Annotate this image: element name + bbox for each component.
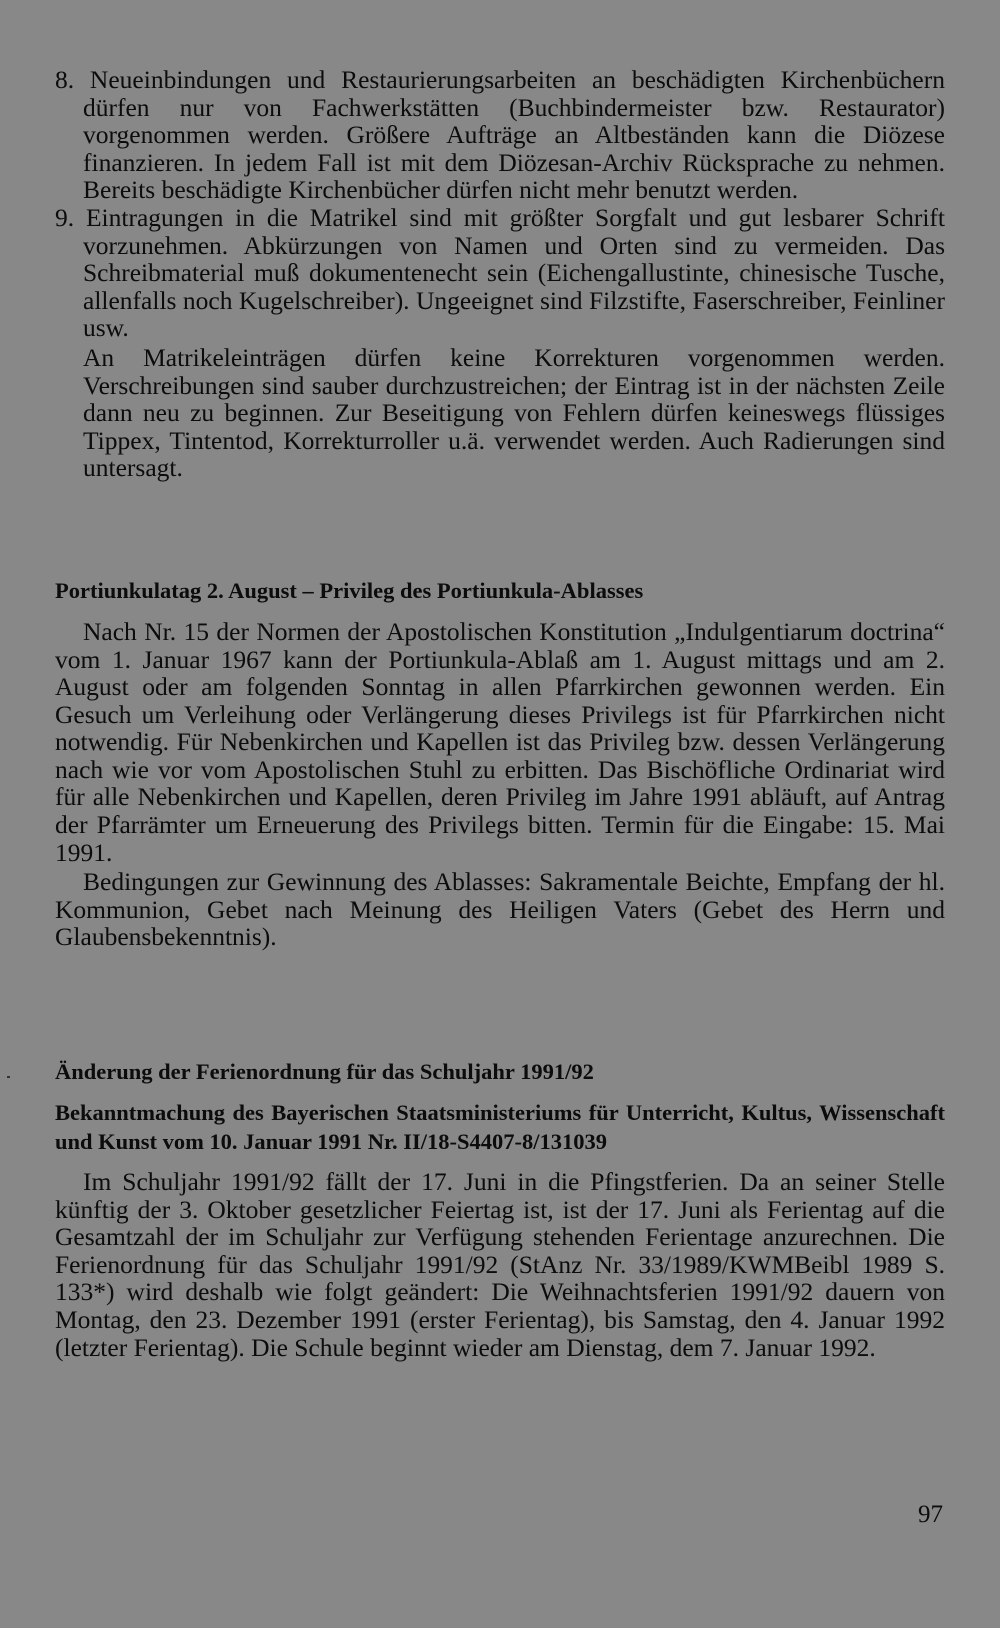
item-9-continuation-paragraph: An Matrikeleinträgen dürfen keine Korrekturen vorgenommen werden. Verschreibungen sind sauber durchzustreichen; der Eintrag ist in der nächsten Zeile dann neu zu beginnen. Zur Beseitigung von Fehlern dürfen keineswegs flüssiges Tippex, Tintentod, Korrekturroller u.ä. verwendet werden. Auch Radierungen sind untersagt.: [83, 342, 945, 483]
ferienordnung-heading: Änderung der Ferienordnung für das Schuljahr 1991/92: [55, 1059, 594, 1085]
scan-speck: [7, 1076, 10, 1078]
ferienordnung-subheading: Bekanntmachung des Bayerischen Staatsministeriums für Unterricht, Kultus, Wissenschaft und Kunst vom 10. Januar 1991 Nr. II/18-S4407-8/131039: [55, 1100, 945, 1154]
item-8-paragraph: 8. Neueinbindungen und Restaurierungsarbeiten an beschädigten Kirchenbüchern dürfen nur von Fachwerkstätten (Buchbindermeister bzw. Restaurator) vorgenommen werden. Größere Aufträge an Altbeständen kann die Diözese finanzieren. In jedem Fall ist mit dem Diözesan-Archiv Rücksprache zu nehmen. Bereits beschädigte Kirchenbücher dürfen nicht mehr benutzt werden.: [55, 65, 945, 205]
ferienordnung-paragraph: Im Schuljahr 1991/92 fällt der 17. Juni in die Pfingstferien. Da an seiner Stelle künftig der 3. Oktober gesetzlicher Feiertag ist, ist der 17. Juni als Ferientag auf die Gesamtzahl der im Schuljahr zur Verfügung stehenden Ferientage anzurechnen. Die Ferienordnung für das Schuljahr 1991/92 (StAnz Nr. 33/1989/KWMBeibl 1989 S. 133*) wird deshalb wie folgt geändert: Die Weihnachtsferien 1991/92 dauern von Montag, den 23. Dezember 1991 (erster Ferientag), bis Samstag, den 4. Januar 1992 (letzter Ferientag). Die Schule beginnt wieder am Dienstag, dem 7. Januar 1992.: [55, 1167, 945, 1362]
portiunkula-paragraph: Nach Nr. 15 der Normen der Apostolischen Konstitution „Indulgentiarum doctrina“ vom 1. Januar 1967 kann der Portiunkula-Ablaß am 1. August mittags und am 2. August oder am folgenden Sonntag in allen Pfarrkirchen gewonnen werden. Ein Gesuch um Verleihung oder Verlängerung dieses Privilegs ist für Pfarrkirchen nicht notwendig. Für Nebenkirchen und Kapellen ist das Privileg bzw. dessen Verlängerung nach wie vor vom Apostolischen Stuhl zu erbitten. Das Bischöfliche Ordinariat wird für alle Nebenkirchen und Kapellen, deren Privileg im Jahre 1991 abläuft, auf Antrag der Pfarrämter um Erneuerung des Privilegs bitten. Termin für die Eingabe: 15. Mai 1991.: [55, 616, 945, 867]
page-number: 97: [918, 1501, 943, 1528]
portiunkula-conditions-paragraph: Bedingungen zur Gewinnung des Ablasses: Sakramentale Beichte, Empfang der hl. Kommunion, Gebet nach Meinung des Heiligen Vaters (Gebet des Herrn und Glaubensbekenntnis).: [55, 867, 945, 952]
item-9-paragraph: 9. Eintragungen in die Matrikel sind mit größter Sorgfalt und gut lesbarer Schrift vorzunehmen. Abkürzungen von Namen und Orten sind zu vermeiden. Das Schreibmaterial muß dokumentenecht sein (Eichengallustinte, chinesische Tusche, allenfalls noch Kugelschreiber). Ungeeignet sind Filzstifte, Faserschreiber, Feinliner usw.: [55, 202, 945, 343]
document-page: [55, 66, 945, 1361]
portiunkula-heading: Portiunkulatag 2. August – Privileg des Portiunkula-Ablasses: [55, 577, 644, 603]
